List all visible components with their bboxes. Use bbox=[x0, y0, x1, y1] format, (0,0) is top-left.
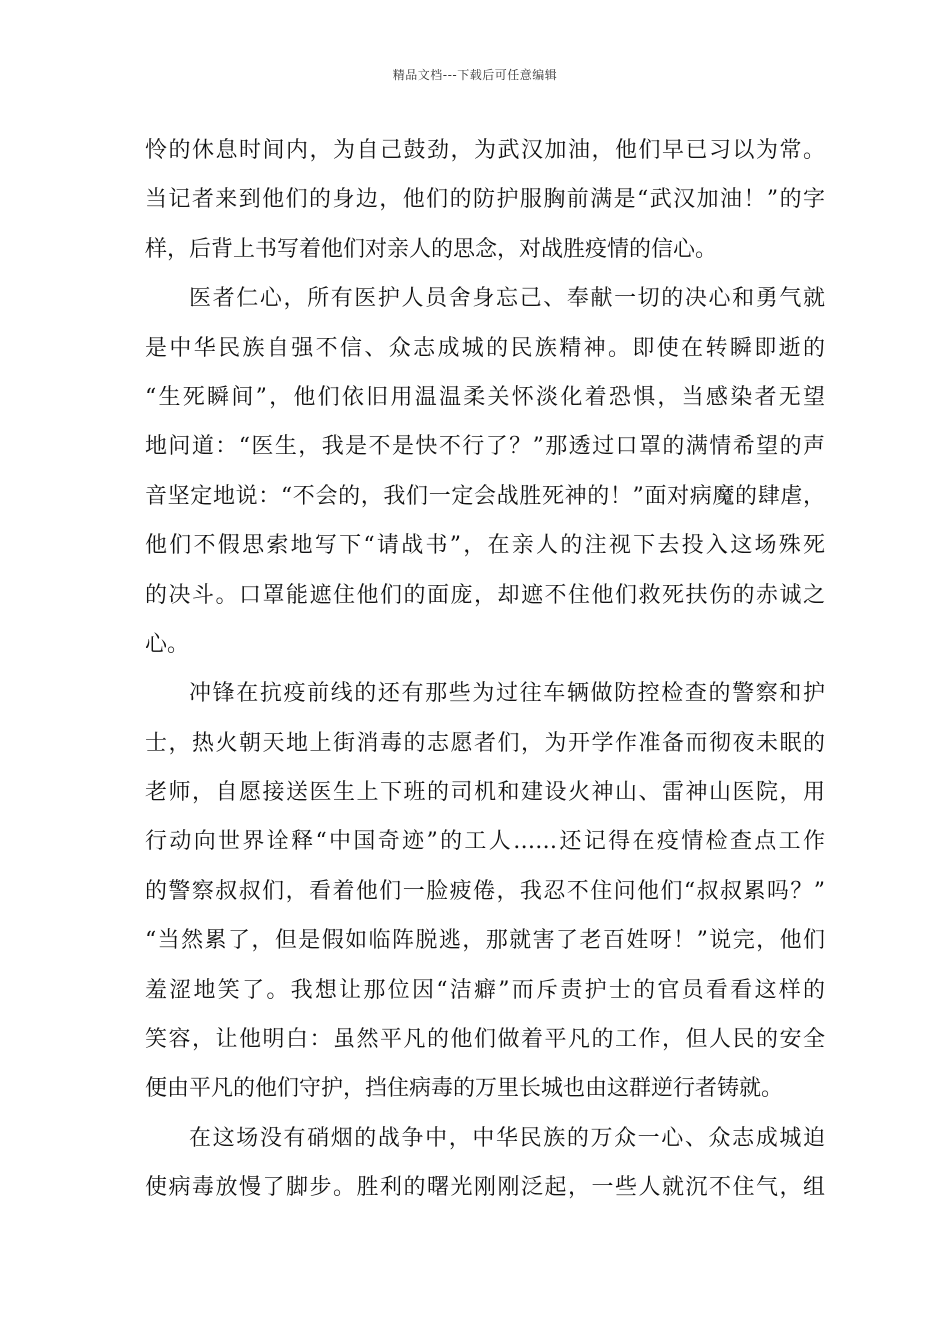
text-line: 音坚定地说：“不会的，我们一定会战胜死神的！”面对病魔的肆虐， bbox=[145, 483, 825, 509]
paragraph-first-line: 医者仁心，所有医护人员舍身忘己、奉献一切的决心和勇气就 bbox=[189, 286, 825, 312]
page-header: 精品文档---下载后可任意编辑 bbox=[392, 68, 558, 82]
text-line: 的决斗。口罩能遮住他们的面庞，却遮不住他们救死扶伤的赤诚之 bbox=[145, 582, 825, 608]
text-line: 士，热火朝天地上街消毒的志愿者们，为开学作准备而彻夜未眠的 bbox=[145, 730, 825, 756]
text-line: 行动向世界诠释“中国奇迹”的工人……还记得在疫情检查点工作 bbox=[145, 829, 825, 855]
text-line: 笑容，让他明白：虽然平凡的他们做着平凡的工作，但人民的安全 bbox=[145, 1027, 825, 1053]
text-line: “当然累了，但是假如临阵脱逃，那就害了老百姓呀！”说完，他们 bbox=[145, 928, 825, 954]
document-body bbox=[145, 126, 825, 1213]
text-line: 地问道：“医生，我是不是快不行了？”那透过口罩的满情希望的声 bbox=[145, 434, 825, 460]
text-line: 老师，自愿接送医生上下班的司机和建设火神山、雷神山医院，用 bbox=[145, 780, 825, 806]
text-line: “生死瞬间”，他们依旧用温温柔关怀淡化着恐惧，当感染者无望 bbox=[145, 384, 825, 410]
text-line: 他们不假思索地写下“请战书”，在亲人的注视下去投入这场殊死 bbox=[145, 533, 825, 559]
text-line: 样，后背上书写着他们对亲人的思念，对战胜疫情的信心。 bbox=[145, 236, 718, 262]
text-line: 便由平凡的他们守护，挡住病毒的万里长城也由这群逆行者铸就。 bbox=[145, 1076, 784, 1102]
text-line: 羞涩地笑了。我想让那位因“洁癖”而斥责护士的官员看看这样的 bbox=[145, 977, 825, 1003]
paragraph-first-line: 冲锋在抗疫前线的还有那些为过往车辆做防控检查的警察和护 bbox=[189, 681, 825, 707]
text-line: 当记者来到他们的身边，他们的防护服胸前满是“武汉加油！”的字 bbox=[145, 187, 825, 213]
text-line: 的警察叔叔们，看着他们一脸疲倦，我忍不住问他们“叔叔累吗？” bbox=[145, 878, 825, 904]
text-line: 心。 bbox=[145, 631, 190, 657]
paragraph-first-line: 在这场没有硝烟的战争中，中华民族的万众一心、众志成城迫 bbox=[189, 1125, 825, 1151]
text-line: 怜的休息时间内，为自己鼓劲，为武汉加油，他们早已习以为常。 bbox=[145, 138, 825, 163]
text-line: 使病毒放慢了脚步。胜利的曙光刚刚泛起，一些人就沉不住气，组 bbox=[145, 1175, 825, 1201]
text-line: 是中华民族自强不信、众志成城的民族精神。即使在转瞬即逝的 bbox=[145, 335, 825, 361]
